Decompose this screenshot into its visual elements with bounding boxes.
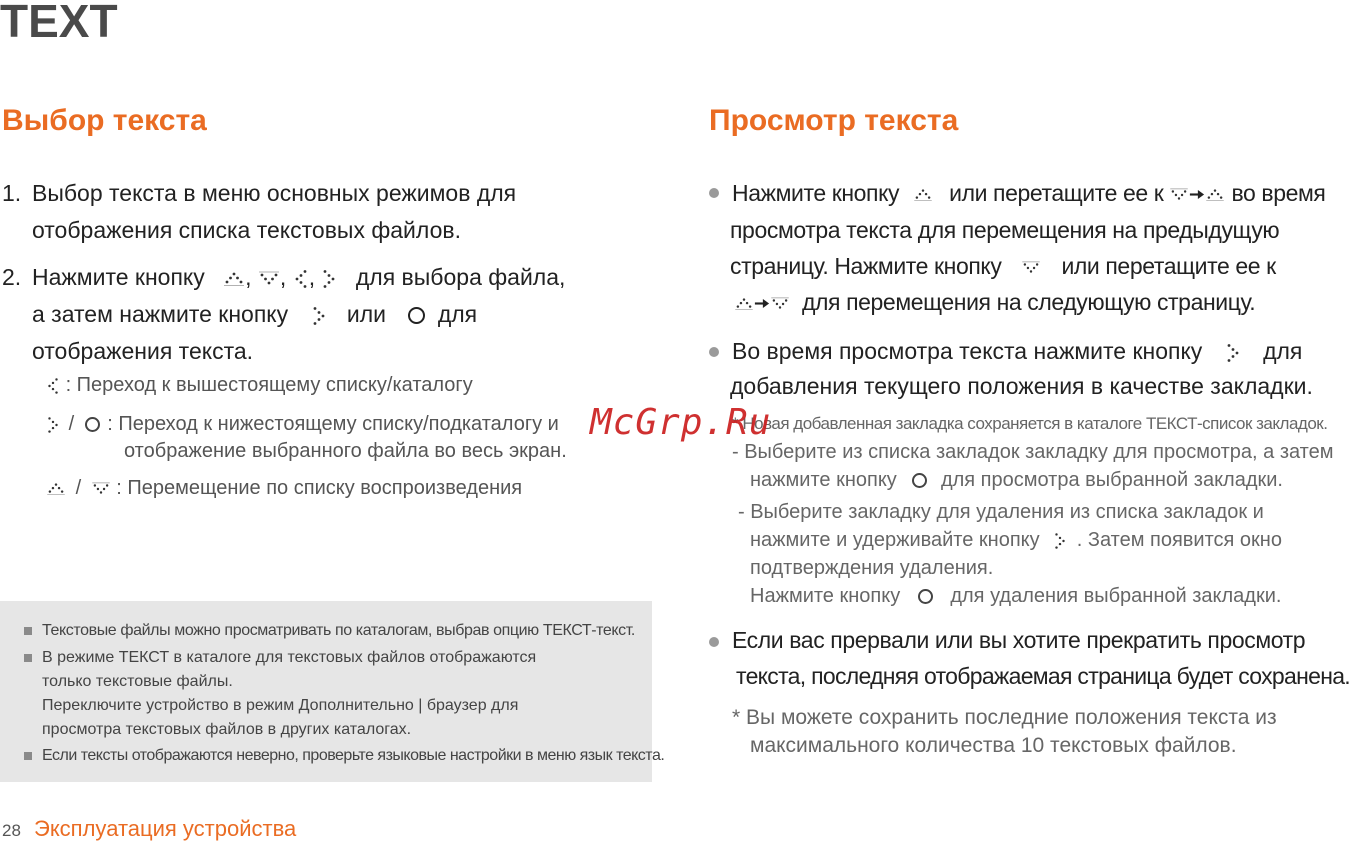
drag-arrow-icon [1189, 189, 1205, 200]
b2-confirm-text: . Затем появится окно [1076, 529, 1282, 551]
info-item-3: Если тексты отображаются неверно, проверьте языковые настройки в меню язык текста. [42, 747, 665, 764]
slash: / [75, 477, 82, 499]
left-section-title: Выбор текста [2, 104, 207, 137]
info-item-1: Текстовые файлы можно просматривать по каталогам, выбрав опцию ТЕКСТ-текст. [42, 622, 635, 639]
step-2-line-3: отображения текста. [32, 338, 254, 364]
down-swipe-icon [258, 271, 280, 287]
bullet-square [24, 752, 32, 760]
left-arrow-icon [46, 377, 60, 395]
drag-arrow-icon [754, 298, 770, 309]
page-header-title: TEXT [0, 0, 118, 47]
up-swipe-icon [734, 297, 754, 311]
b3-line-1: Если вас прервали или вы хотите прекратить просмотр [732, 627, 1306, 653]
legend-item-down-cont: отображение выбранного файла во весь экран. [124, 440, 567, 462]
b1-press-text: Нажмите кнопку [732, 180, 900, 206]
step-2-then-press-text: а затем нажмите кнопку [32, 301, 289, 327]
right-arrow-icon [1053, 532, 1067, 550]
step-2-line-2 [2, 296, 672, 333]
right-arrow-icon [311, 306, 327, 326]
b2-dash-2-line-3: подтверждения удаления. [750, 557, 994, 579]
info-item-2-line-4: просмотра текстовых файлов в других каталогах. [42, 721, 412, 738]
legend-down-text-1: : Переход к нижестоящему списку/подкаталогу и [107, 413, 559, 435]
circle-select-icon [912, 473, 927, 488]
right-arrow-icon [321, 269, 337, 289]
b2-during-text: Во время просмотра текста нажмите кнопку [732, 338, 1203, 364]
b2-dash-2-line-1: - Выберите закладку для удаления из списка закладок и [738, 501, 1264, 523]
step-2-number: 2. [2, 264, 22, 290]
comma: , [308, 264, 316, 290]
info-item-2-line-2: только текстовые файлы. [42, 673, 233, 690]
down-swipe-icon [1169, 188, 1189, 202]
bullet-dot [709, 347, 719, 357]
step-1-number: 1. [2, 180, 22, 206]
slash: / [68, 413, 75, 435]
b1-drag-text-2: или перетащите ее к [1061, 253, 1276, 279]
b2-dash-1-line-1: - Выберите из списка закладок закладку для просмотра, а затем [732, 441, 1334, 463]
down-swipe-icon [770, 297, 790, 311]
b1-during-text: во время [1231, 180, 1326, 206]
b2-note: * Новая добавленная закладка сохраняется в каталоге ТЕКСТ-список закладок. [732, 414, 1328, 433]
b2-press-text: нажмите кнопку [750, 469, 897, 491]
up-swipe-icon [1205, 188, 1225, 202]
b2-hold-text: нажмите и удерживайте кнопку [750, 529, 1040, 551]
circle-select-icon [918, 589, 933, 604]
comma: , [279, 264, 287, 290]
b1-line-4 [734, 284, 1255, 320]
circle-select-icon [85, 417, 100, 432]
info-box [0, 601, 665, 782]
bullet-square [24, 627, 32, 635]
b3-line-2: текста, последняя отображаемая страница будет сохранена. [736, 663, 1350, 689]
b1-drag-text: или перетащите ее к [949, 180, 1164, 206]
info-item-2-line-1: В режиме ТЕКСТ в каталоге для текстовых файлов отображаются [42, 649, 537, 666]
down-swipe-icon [91, 482, 111, 496]
footer-section-title: Эксплуатация устройства [34, 816, 297, 841]
right-arrow-icon [46, 416, 60, 434]
step-1-line-1: Выбор текста в меню основных режимов для [32, 180, 517, 206]
watermark: McGrp.Ru [590, 402, 772, 443]
legend-playlist-text: : Перемещение по списку воспроизведения [116, 477, 523, 499]
page-number: 28 [2, 821, 21, 840]
step-1 [2, 175, 672, 249]
b2-press-text-2: Нажмите кнопку [750, 585, 901, 607]
down-swipe-icon [1021, 261, 1041, 275]
bullet-dot [709, 188, 719, 198]
b3-note-line-1: * Вы можете сохранить последние положения текста из [732, 706, 1277, 729]
step-2-line-1 [2, 259, 672, 296]
circle-select-icon [408, 307, 425, 324]
b3-note-line-2: максимального количества 10 текстовых файлов. [750, 734, 1237, 757]
info-item-2-line-3: Переключите устройство в режим Дополнительно | браузер для [42, 697, 519, 714]
b2-for-text: для [1263, 338, 1303, 364]
legend-item-up [46, 374, 473, 397]
legend-item-down [46, 413, 559, 436]
step-2 [2, 259, 672, 370]
step-2-select-file-text: для выбора файла, [355, 264, 566, 290]
b2-dash-1-line-2 [750, 466, 1283, 494]
bullet-dot [709, 637, 719, 647]
legend-item-playlist [46, 477, 522, 500]
left-arrow-icon [293, 269, 309, 289]
b1-line-1 [732, 175, 1325, 211]
legend-up-text: : Переход к вышестоящему списку/каталогу [65, 374, 473, 396]
b2-dash-2-line-4 [750, 582, 1281, 610]
b1-next-page-text: для перемещения на следующую страницу. [802, 289, 1256, 315]
b1-page-press-text: страницу. Нажмите кнопку [730, 253, 1002, 279]
up-swipe-icon [913, 188, 933, 202]
up-swipe-icon [223, 271, 245, 287]
up-swipe-icon [46, 482, 66, 496]
bullet-square [24, 654, 32, 662]
step-2-press-text: Нажмите кнопку [32, 264, 205, 290]
b1-line-2: просмотра текста для перемещения на предыдущую [730, 217, 1280, 243]
b2-line-1 [732, 333, 1302, 369]
b2-view-text: для просмотра выбранной закладки. [940, 469, 1283, 491]
step-2-or-text: или [346, 301, 387, 327]
step-1-line-2: отображения списка текстовых файлов. [32, 217, 461, 243]
right-arrow-icon [1225, 343, 1241, 363]
b2-dash-2-line-2 [750, 526, 1282, 554]
comma: , [245, 264, 252, 290]
b2-line-2: добавления текущего положения в качестве закладки. [730, 373, 1313, 399]
b1-line-3 [730, 248, 1276, 284]
right-section-title: Просмотр текста [709, 104, 959, 137]
b2-delete-text: для удаления выбранной закладки. [950, 585, 1282, 607]
step-2-for-text: для [437, 301, 478, 327]
